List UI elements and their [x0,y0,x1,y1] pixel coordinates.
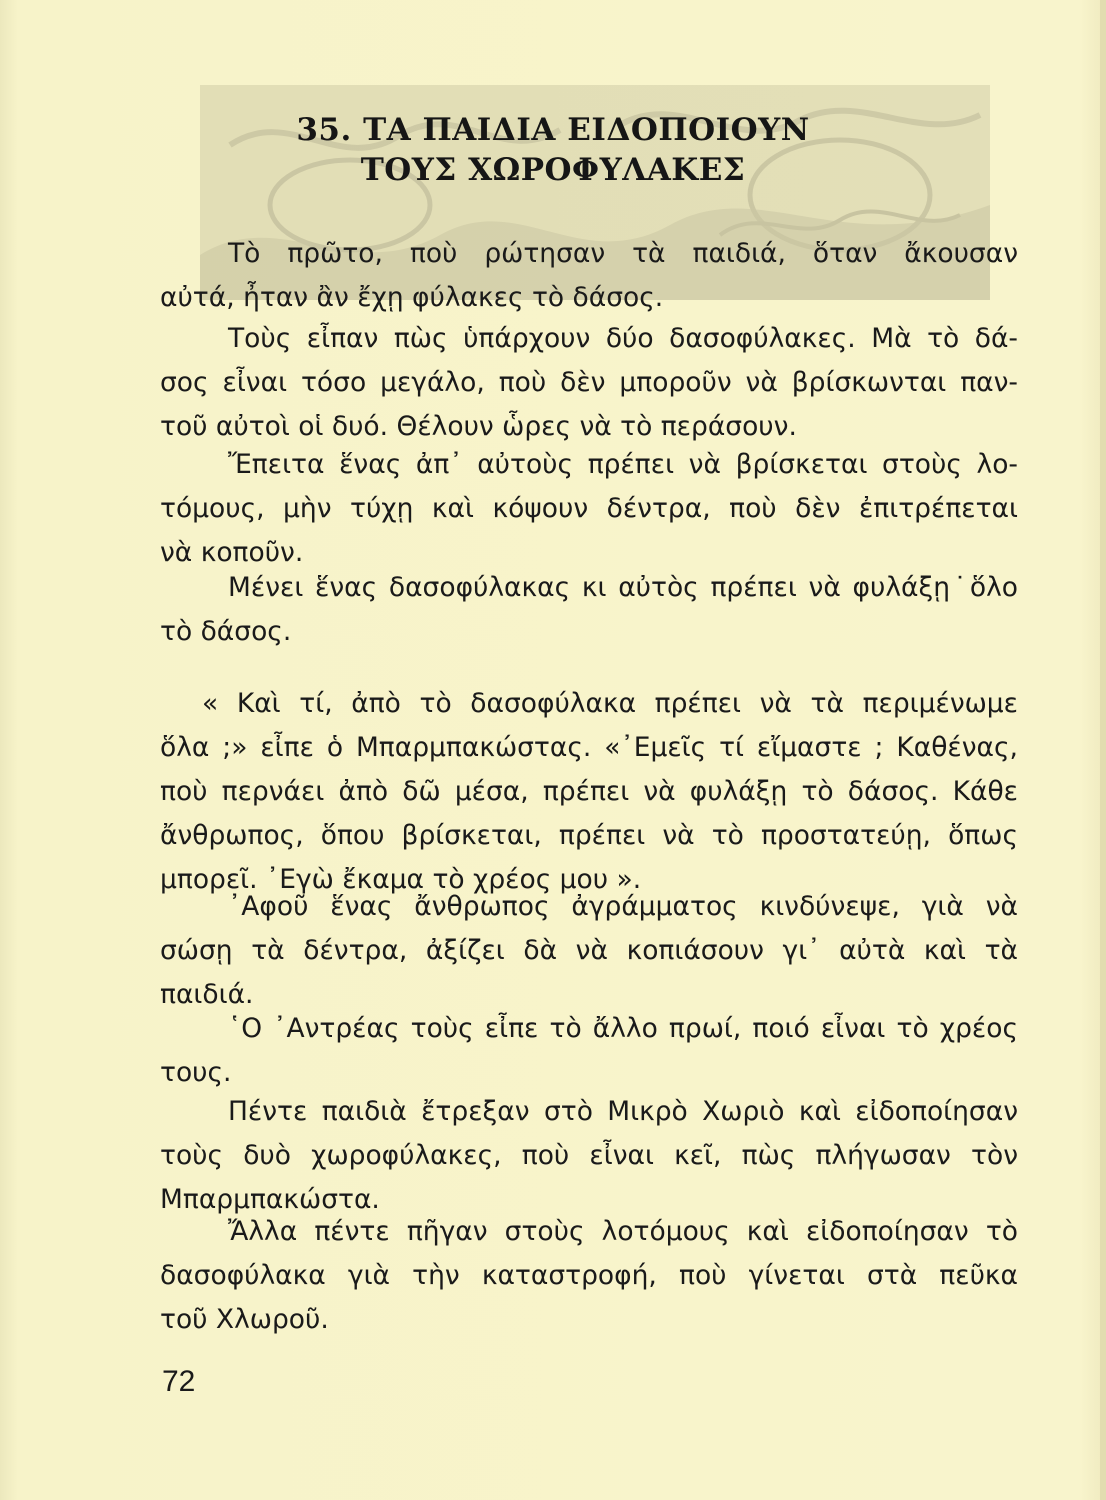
text-line: τοῦ Χλωροῦ. [160,1304,329,1335]
paragraph-3 [160,443,1018,575]
text-line: τοῦ αὐτοὶ οἱ δυό. Θέλουν ὧρες νὰ τὸ περάσουν. [160,411,797,442]
text-line: τόμους, μὴν τύχῃ καὶ κόψουν δέντρα, ποὺ δὲν ἐπιτρέπεται [160,493,1018,524]
text-line: μπορεῖ. ᾽Εγὼ ἔκαμα τὸ χρέος μου ». [160,864,642,895]
text-line: ποὺ περνάει ἀπὸ δῶ μέσα, πρέπει νὰ φυλάξῃ τὸ δάσος. Κάθε [160,776,1018,807]
page-number: 72 [162,1365,196,1398]
paragraph-7 [160,1007,1018,1095]
paragraph-8 [160,1090,1018,1222]
text-line: ῾Ο ᾽Αντρέας τοὺς εἶπε τὸ ἄλλο πρωί, ποιό εἶναι τὸ χρέος [228,1013,1018,1044]
text-line: Ἔπειτα ἕνας ἀπ᾽ αὐτοὺς πρέπει νὰ βρίσκεται στοὺς λο- [228,449,1018,480]
paragraph-5 [160,682,1018,902]
text-line: σώσῃ τὰ δέντρα, ἀξίζει δὰ νὰ κοπιάσουν γι᾽ αὐτὰ καὶ τὰ [160,935,1018,966]
text-line: « Καὶ τί, ἀπὸ τὸ δασοφύλακα πρέπει νὰ τὰ περιμένωμε [202,688,1018,719]
text-line: τοὺς δυὸ χωροφύλακες, ποὺ εἶναι κεῖ, πὼς πλήγωσαν τὸν [160,1140,1018,1171]
text-line: δασοφύλακα γιὰ τὴν καταστροφή, ποὺ γίνεται στὰ πεῦκα [160,1260,1018,1291]
text-line: Τοὺς εἶπαν πὼς ὑπάρχουν δύο δασοφύλακες. Μὰ τὸ δά- [228,323,1018,354]
text-line: Μπαρμπακώστα. [160,1184,380,1215]
paragraph-2 [160,317,1018,449]
page-edge [1100,0,1106,1500]
text-line: παιδιά. [160,979,254,1010]
text-line: τὸ δάσος. [160,616,292,647]
text-line: Μένει ἕνας δασοφύλακας κι αὐτὸς πρέπει νὰ φυλάξῃ˙ὅλο [228,572,1018,603]
paragraph-6 [160,885,1018,1017]
text-line: Ἄλλα πέντε πῆγαν στοὺς λοτόμους καὶ εἰδοποίησαν τὸ [228,1216,1018,1247]
text-line: Πέντε παιδιὰ ἔτρεξαν στὸ Μικρὸ Χωριὸ καὶ εἰδοποίησαν [228,1096,1018,1127]
paragraph-9 [160,1210,1018,1342]
text-line: ὅλα ;» εἶπε ὁ Μπαρμπακώστας. «᾽Εμεῖς τί εἴμαστε ; Καθένας, [160,732,1018,763]
text-line: ἄνθρωπος, ὅπου βρίσκεται, πρέπει νὰ τὸ προστατεύῃ, ὅπως [160,820,1018,851]
text-line: Τὸ πρῶτο, ποὺ ρώτησαν τὰ παιδιά, ὅταν ἄκουσαν [228,238,1018,269]
text-line: νὰ κοποῦν. [160,537,304,568]
text-line: ᾽Αφοῦ ἕνας ἄνθρωπος ἀγράμματος κινδύνεψε, γιὰ νὰ [228,891,1018,922]
paragraph-4 [160,566,1018,654]
text-line: σος εἶναι τόσο μεγάλο, ποὺ δὲν μποροῦν νὰ βρίσκωνται παν- [160,367,1018,398]
chapter-title-line-1: 35. ΤΑ ΠΑΙΔΙΑ ΕΙΔΟΠΟΙΟΥΝ [296,112,810,148]
paragraph-1 [160,232,1018,320]
text-line: τους. [160,1057,232,1088]
chapter-title-line-2: ΤΟΥΣ ΧΩΡΟΦΥΛΑΚΕΣ [360,152,746,188]
text-line: αὐτά, ἦταν ἂν ἔχῃ φύλακες τὸ δάσος. [160,282,664,313]
